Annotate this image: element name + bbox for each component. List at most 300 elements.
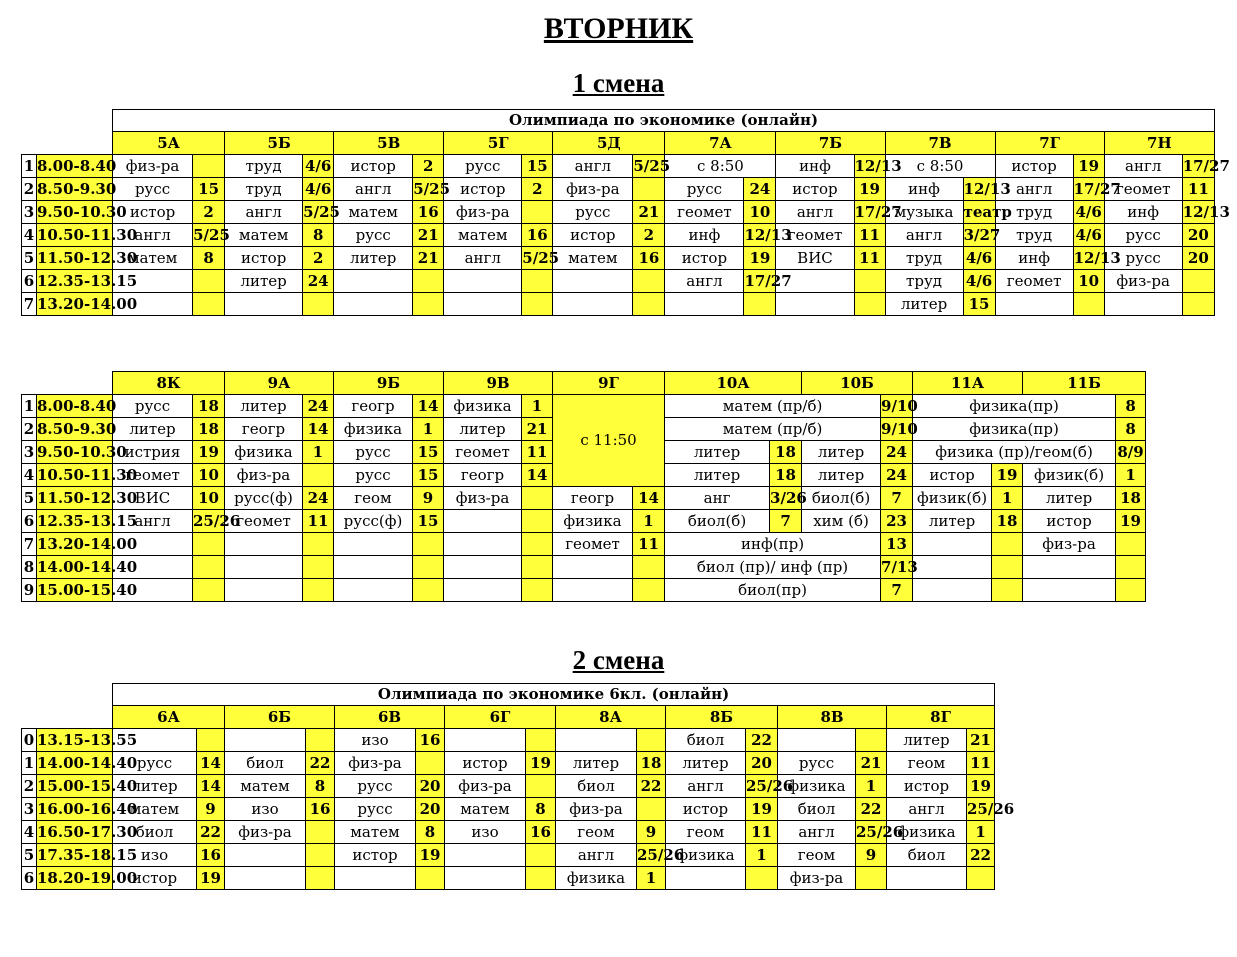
room-number: 19 <box>854 178 885 201</box>
period-time: 13.20-14.00 <box>37 533 113 556</box>
room-number: 16 <box>522 224 553 247</box>
subject-cell: биол(б) <box>665 510 770 533</box>
period-number: 7 <box>22 293 37 316</box>
subject-cell <box>556 729 637 752</box>
room-number: 23 <box>881 510 913 533</box>
subject-cell: русс(ф) <box>334 510 413 533</box>
room-number <box>856 729 887 752</box>
room-number: 1 <box>856 775 887 798</box>
room-number: 1 <box>413 418 444 441</box>
room-number <box>193 270 225 293</box>
table-row <box>22 821 995 844</box>
room-number: 18 <box>770 441 802 464</box>
period-number: 1 <box>22 752 37 775</box>
room-number: 19 <box>746 798 778 821</box>
room-number: 15 <box>963 293 995 316</box>
period-time: 14.00-14.40 <box>37 752 113 775</box>
class-header: 6А <box>113 706 225 729</box>
room-number: 22 <box>856 798 887 821</box>
class-header: 7Б <box>776 132 885 155</box>
subject-cell: матем <box>553 247 633 270</box>
room-number: 24 <box>303 487 334 510</box>
room-number: 19 <box>526 752 556 775</box>
corner-blank <box>22 132 113 155</box>
subject-cell: англ <box>444 247 522 270</box>
subject-cell: литер <box>334 247 413 270</box>
subject-cell: матем <box>113 247 193 270</box>
room-number <box>1116 556 1146 579</box>
room-number: 25/26 <box>746 775 778 798</box>
room-number: 15 <box>413 510 444 533</box>
room-number <box>413 533 444 556</box>
room-number: 5/25 <box>193 224 225 247</box>
room-number <box>522 533 553 556</box>
subject-cell: истор <box>113 867 197 890</box>
room-number <box>522 556 553 579</box>
subject-cell <box>995 293 1073 316</box>
table-row <box>22 556 1146 579</box>
subject-cell: биол <box>666 729 746 752</box>
table-row <box>22 395 1146 418</box>
subject-cell: физ-ра <box>556 798 637 821</box>
event-banner: Олимпиада по экономике (онлайн) <box>113 110 1215 132</box>
room-number <box>744 293 776 316</box>
subject-cell: физика <box>887 821 967 844</box>
room-number: 12/13 <box>963 178 995 201</box>
subject-cell: литер <box>665 441 770 464</box>
subject-cell: русс <box>334 441 413 464</box>
room-number: 8 <box>303 224 334 247</box>
room-number: 5/25 <box>633 155 665 178</box>
subject-cell <box>666 867 746 890</box>
subject-cell: геомет <box>665 201 744 224</box>
subject-cell: литер <box>113 775 197 798</box>
subject-cell: истор <box>445 752 526 775</box>
subject-cell: матем <box>225 224 303 247</box>
subject-cell: биол(пр) <box>665 579 881 602</box>
subject-cell <box>776 293 854 316</box>
room-number: 13 <box>881 533 913 556</box>
room-number: 19 <box>967 775 995 798</box>
class-header: 8К <box>113 372 225 395</box>
subject-cell: физик(б) <box>1023 464 1116 487</box>
subject-cell: англ <box>995 178 1073 201</box>
period-number: 6 <box>22 510 37 533</box>
room-number <box>306 844 335 867</box>
room-number: 10 <box>1073 270 1104 293</box>
room-number: 11 <box>854 247 885 270</box>
subject-cell <box>665 293 744 316</box>
period-time: 17.35-18.15 <box>37 844 113 867</box>
room-number <box>992 533 1023 556</box>
corner-blank <box>22 110 113 132</box>
room-number: 1 <box>303 441 334 464</box>
room-number: 22 <box>197 821 225 844</box>
class-header: 7А <box>665 132 776 155</box>
period-time: 15.00-15.40 <box>37 775 113 798</box>
subject-cell <box>444 579 522 602</box>
subject-cell <box>913 533 992 556</box>
room-number: 11 <box>854 224 885 247</box>
period-time: 13.15-13.55 <box>37 729 113 752</box>
class-header: 9Б <box>334 372 444 395</box>
room-number: 17/27 <box>854 201 885 224</box>
room-number <box>522 201 553 224</box>
room-number: 9/10 <box>881 395 913 418</box>
period-number: 1 <box>22 155 37 178</box>
subject-cell: матем <box>113 798 197 821</box>
subject-cell: литер <box>556 752 637 775</box>
room-number: 24 <box>881 441 913 464</box>
class-header: 7Г <box>995 132 1104 155</box>
table-row <box>22 293 1215 316</box>
schedule-table-shift-1-grades-5-7 <box>21 109 1230 316</box>
room-number: 12/13 <box>1073 247 1104 270</box>
room-number: 15 <box>522 155 553 178</box>
subject-cell: русс <box>553 201 633 224</box>
room-number: 21 <box>413 224 444 247</box>
period-number: 5 <box>22 844 37 867</box>
class-header: 9В <box>444 372 553 395</box>
room-number: 3/26 <box>770 487 802 510</box>
subject-cell <box>225 844 306 867</box>
subject-cell: инф(пр) <box>665 533 881 556</box>
room-number <box>633 270 665 293</box>
room-number: 4/6 <box>1073 224 1104 247</box>
subject-cell: англ <box>113 510 193 533</box>
subject-cell: физик(б) <box>913 487 992 510</box>
subject-cell: русс <box>1104 247 1182 270</box>
room-number <box>306 729 335 752</box>
subject-cell <box>334 556 413 579</box>
room-number: 8/9 <box>1116 441 1146 464</box>
period-number: 7 <box>22 533 37 556</box>
subject-cell: инф <box>665 224 744 247</box>
subject-cell: инф <box>776 155 854 178</box>
room-number: 11 <box>967 752 995 775</box>
room-number: 18 <box>992 510 1023 533</box>
period-time: 10.50-11.30 <box>37 224 113 247</box>
class-header: 10А <box>665 372 802 395</box>
room-number: 9/10 <box>881 418 913 441</box>
subject-cell: истор <box>1023 510 1116 533</box>
subject-cell <box>225 533 303 556</box>
schedule-cell-note: с 11:50 <box>553 395 665 487</box>
subject-cell: литер <box>802 441 881 464</box>
room-number: 2 <box>303 247 334 270</box>
subject-cell: истрия <box>113 441 193 464</box>
subject-cell: русс <box>335 798 416 821</box>
room-number: 18 <box>637 752 666 775</box>
room-number: театр <box>963 201 995 224</box>
class-header: 9Г <box>553 372 665 395</box>
room-number: 1 <box>967 821 995 844</box>
period-time: 13.20-14.00 <box>37 293 113 316</box>
subject-cell <box>445 729 526 752</box>
room-number: 14 <box>522 464 553 487</box>
period-time: 12.35-13.15 <box>37 270 113 293</box>
room-number: 22 <box>306 752 335 775</box>
room-number: 3/27 <box>963 224 995 247</box>
room-number: 12/13 <box>854 155 885 178</box>
subject-cell: физ-ра <box>445 775 526 798</box>
room-number: 25/26 <box>856 821 887 844</box>
subject-cell: геом <box>556 821 637 844</box>
subject-cell <box>334 293 413 316</box>
period-time: 9.50-10.30 <box>37 201 113 224</box>
table-row <box>22 798 995 821</box>
subject-cell: русс <box>113 752 197 775</box>
room-number: 20 <box>1182 247 1214 270</box>
subject-cell: литер <box>913 510 992 533</box>
room-number: 14 <box>413 395 444 418</box>
subject-cell: истор <box>995 155 1073 178</box>
room-number <box>303 579 334 602</box>
subject-cell: истор <box>553 224 633 247</box>
subject-cell: инф <box>995 247 1073 270</box>
subject-cell: биол <box>113 821 197 844</box>
room-number: 16 <box>413 201 444 224</box>
room-number: 14 <box>197 752 225 775</box>
room-number: 2 <box>413 155 444 178</box>
subject-cell: русс <box>335 775 416 798</box>
subject-cell <box>1023 579 1116 602</box>
room-number: 19 <box>1116 510 1146 533</box>
subject-cell: истор <box>666 798 746 821</box>
room-number: 20 <box>416 775 445 798</box>
room-number: 21 <box>856 752 887 775</box>
subject-cell: хим (б) <box>802 510 881 533</box>
subject-cell <box>778 729 856 752</box>
subject-cell: геогр <box>444 464 522 487</box>
class-header: 6Г <box>445 706 556 729</box>
room-number: 17/27 <box>1182 155 1214 178</box>
period-time: 10.50-11.30 <box>37 464 113 487</box>
room-number <box>856 867 887 890</box>
subject-cell: изо <box>335 729 416 752</box>
subject-cell: физика(пр) <box>913 418 1116 441</box>
subject-cell: биол <box>778 798 856 821</box>
subject-cell: геом <box>887 752 967 775</box>
subject-cell: физика <box>778 775 856 798</box>
period-number: 3 <box>22 441 37 464</box>
event-banner: Олимпиада по экономике 6кл. (онлайн) <box>113 684 995 706</box>
subject-cell: матем (пр/б) <box>665 418 881 441</box>
class-header: 5А <box>113 132 225 155</box>
subject-cell: матем <box>445 798 526 821</box>
room-number: 22 <box>967 844 995 867</box>
subject-cell: геогр <box>334 395 413 418</box>
subject-cell: музыка <box>885 201 963 224</box>
subject-cell: ВИС <box>776 247 854 270</box>
subject-cell: геомет <box>113 464 193 487</box>
room-number: 21 <box>967 729 995 752</box>
room-number: 7 <box>881 579 913 602</box>
room-number: 24 <box>881 464 913 487</box>
subject-cell: англ <box>778 821 856 844</box>
room-number: 19 <box>744 247 776 270</box>
period-time: 14.00-14.40 <box>37 556 113 579</box>
room-number <box>526 867 556 890</box>
room-number: 8 <box>193 247 225 270</box>
room-number: 22 <box>637 775 666 798</box>
subject-cell: инф <box>885 178 963 201</box>
room-number <box>746 867 778 890</box>
room-number: 11 <box>746 821 778 844</box>
subject-cell: биол <box>556 775 637 798</box>
subject-cell <box>225 293 303 316</box>
subject-cell <box>887 867 967 890</box>
subject-cell: истор <box>776 178 854 201</box>
subject-cell: физ-ра <box>444 487 522 510</box>
subject-cell <box>444 556 522 579</box>
room-number: 4/6 <box>303 155 334 178</box>
subject-cell: англ <box>553 155 633 178</box>
room-number: 15 <box>413 464 444 487</box>
room-number: 18 <box>770 464 802 487</box>
subject-cell: русс <box>444 155 522 178</box>
subject-cell <box>444 270 522 293</box>
subject-cell: физ-ра <box>444 201 522 224</box>
subject-cell: англ <box>334 178 413 201</box>
room-number: 1 <box>746 844 778 867</box>
room-number: 14 <box>197 775 225 798</box>
subject-cell: матем (пр/б) <box>665 395 881 418</box>
room-number <box>633 556 665 579</box>
room-number: 1 <box>1116 464 1146 487</box>
room-number: 1 <box>522 395 553 418</box>
subject-cell: англ <box>885 224 963 247</box>
subject-cell: литер <box>665 464 770 487</box>
class-header: 11Б <box>1023 372 1146 395</box>
subject-cell: истор <box>913 464 992 487</box>
subject-cell: физика(пр) <box>913 395 1116 418</box>
period-time: 8.50-9.30 <box>37 418 113 441</box>
subject-cell: изо <box>445 821 526 844</box>
room-number: 14 <box>303 418 334 441</box>
room-number <box>522 579 553 602</box>
subject-cell: физ-ра <box>335 752 416 775</box>
period-time: 8.50-9.30 <box>37 178 113 201</box>
table-row <box>22 487 1146 510</box>
subject-cell: изо <box>225 798 306 821</box>
subject-cell: биол <box>225 752 306 775</box>
corner-blank <box>22 706 113 729</box>
subject-cell: геомет <box>776 224 854 247</box>
room-number: 21 <box>522 418 553 441</box>
subject-cell: геом <box>778 844 856 867</box>
class-header: 8В <box>778 706 887 729</box>
room-number <box>1116 579 1146 602</box>
subject-cell: физ-ра <box>1023 533 1116 556</box>
room-number <box>413 293 444 316</box>
subject-cell: матем <box>335 821 416 844</box>
period-time: 12.35-13.15 <box>37 510 113 533</box>
room-number: 4/6 <box>303 178 334 201</box>
period-time: 11.50-12.30 <box>37 247 113 270</box>
room-number: 18 <box>193 418 225 441</box>
period-time: 8.00-8.40 <box>37 395 113 418</box>
subject-cell <box>335 867 416 890</box>
subject-cell <box>225 729 306 752</box>
period-number: 6 <box>22 270 37 293</box>
subject-cell <box>553 293 633 316</box>
subject-cell: физика (пр)/геом(б) <box>913 441 1116 464</box>
room-number: 14 <box>633 487 665 510</box>
room-number <box>193 533 225 556</box>
subject-cell: физика <box>225 441 303 464</box>
subject-cell: биол(б) <box>802 487 881 510</box>
class-header: 6Б <box>225 706 335 729</box>
period-number: 3 <box>22 798 37 821</box>
subject-cell: русс <box>778 752 856 775</box>
period-time: 9.50-10.30 <box>37 441 113 464</box>
room-number <box>303 533 334 556</box>
day-title: ВТОРНИК <box>543 12 694 45</box>
room-number: 19 <box>1073 155 1104 178</box>
room-number: 18 <box>193 395 225 418</box>
room-number <box>303 464 334 487</box>
subject-cell: физ-ра <box>113 155 193 178</box>
period-number: 2 <box>22 178 37 201</box>
room-number: 16 <box>197 844 225 867</box>
room-number <box>633 178 665 201</box>
room-number: 12/13 <box>1182 201 1214 224</box>
subject-cell <box>553 556 633 579</box>
room-number <box>413 556 444 579</box>
subject-cell: геомет <box>1104 178 1182 201</box>
schedule-table-shift-1-grades-8-11 <box>21 371 1146 602</box>
room-number <box>306 867 335 890</box>
subject-cell: физика <box>553 510 633 533</box>
period-time: 8.00-8.40 <box>37 155 113 178</box>
subject-cell: русс(ф) <box>225 487 303 510</box>
subject-cell: изо <box>113 844 197 867</box>
room-number <box>303 293 334 316</box>
room-number: 4/6 <box>1073 201 1104 224</box>
subject-cell: истор <box>444 178 522 201</box>
room-number <box>522 270 553 293</box>
room-number <box>1073 293 1104 316</box>
class-header: 11А <box>913 372 1023 395</box>
room-number: 8 <box>306 775 335 798</box>
period-time: 16.00-16.40 <box>37 798 113 821</box>
subject-cell: труд <box>885 270 963 293</box>
subject-cell <box>553 579 633 602</box>
subject-cell: геогр <box>553 487 633 510</box>
class-header: 8Г <box>887 706 995 729</box>
table-row <box>22 752 995 775</box>
subject-cell: русс <box>334 224 413 247</box>
subject-cell: с 8:50 <box>885 155 995 178</box>
subject-cell: матем <box>444 224 522 247</box>
corner-blank <box>22 684 113 706</box>
subject-cell: русс <box>113 395 193 418</box>
subject-cell: геогр <box>225 418 303 441</box>
subject-cell: геом <box>334 487 413 510</box>
subject-cell: физика <box>334 418 413 441</box>
subject-cell <box>225 867 306 890</box>
subject-cell: физика <box>666 844 746 867</box>
room-number: 16 <box>633 247 665 270</box>
room-number: 8 <box>526 798 556 821</box>
subject-cell: физ-ра <box>225 821 306 844</box>
room-number <box>416 867 445 890</box>
room-number <box>1182 270 1214 293</box>
class-header: 8Б <box>666 706 778 729</box>
room-number <box>416 752 445 775</box>
table-row <box>22 533 1146 556</box>
